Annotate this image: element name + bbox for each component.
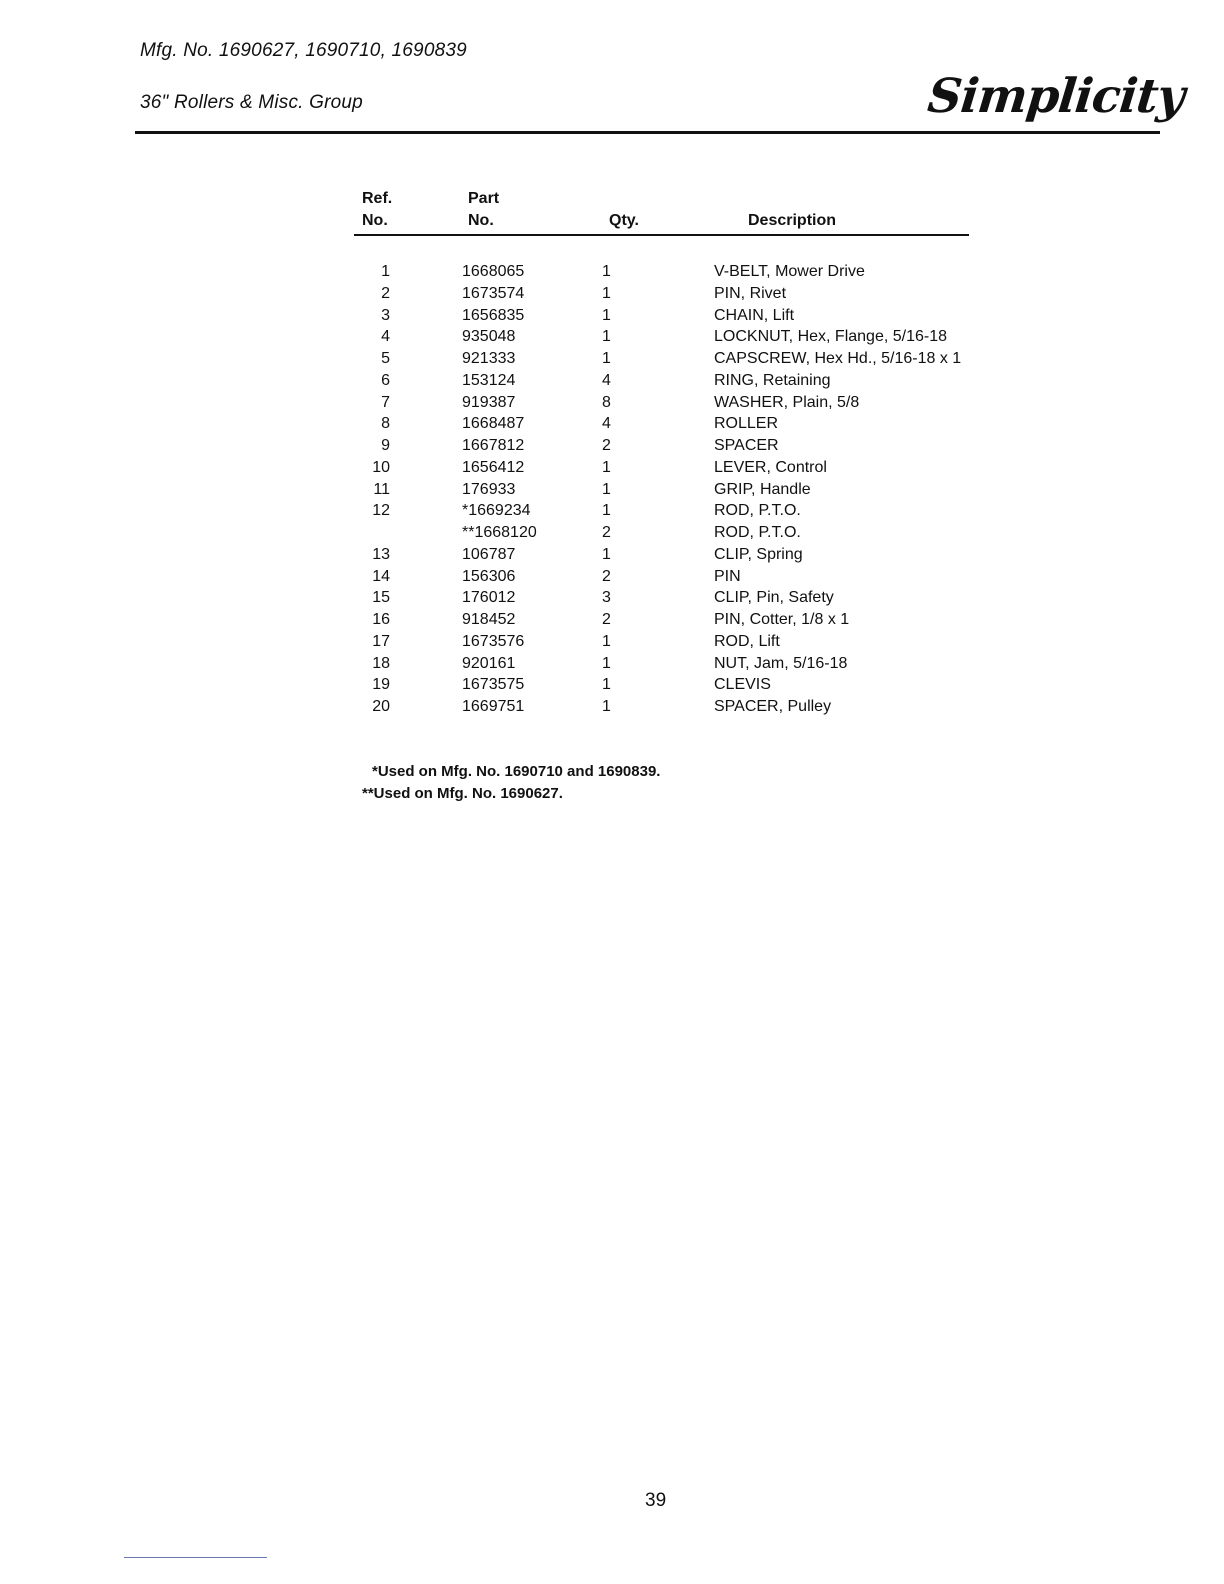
footnote-single-asterisk: *Used on Mfg. No. 1690710 and 1690839. xyxy=(372,763,661,780)
manufacturing-numbers: Mfg. No. 1690627, 1690710, 1690839 xyxy=(140,40,467,61)
column-header-part-no xyxy=(468,188,499,232)
table-row xyxy=(356,261,1024,283)
part-number-cell: 1668487 xyxy=(462,415,525,433)
ref-cell: 14 xyxy=(372,567,390,585)
quantity-cell: 1 xyxy=(602,306,611,324)
description-cell: GRIP, Handle xyxy=(714,480,811,498)
quantity-cell: 1 xyxy=(602,676,611,694)
table-row xyxy=(356,457,1024,479)
spacer-cell xyxy=(390,261,462,283)
quantity-cell: 1 xyxy=(602,698,611,715)
description-cell: SPACER, Pulley xyxy=(714,698,832,715)
spacer-cell xyxy=(390,479,462,501)
page-number: 39 xyxy=(645,1490,667,1511)
table-header-divider xyxy=(354,234,969,236)
spacer-cell xyxy=(390,696,462,718)
description-cell: ROD, P.T.O. xyxy=(714,502,801,520)
quantity-cell: 1 xyxy=(602,545,611,563)
ref-cell: 17 xyxy=(372,632,390,650)
ref-cell: 5 xyxy=(381,350,390,367)
ref-cell: 13 xyxy=(372,545,390,563)
description-cell: CAPSCREW, Hex Hd., 5/16-18 x 1 xyxy=(714,350,962,367)
table-row xyxy=(356,609,1024,631)
ref-cell: 18 xyxy=(372,654,390,672)
spacer-cell xyxy=(390,370,462,392)
ref-cell: 10 xyxy=(372,458,390,476)
part-number-cell: 1673576 xyxy=(462,632,525,650)
table-row xyxy=(356,544,1024,566)
part-number-cell: 1668065 xyxy=(462,263,525,280)
quantity-cell: 1 xyxy=(602,328,611,346)
ref-cell xyxy=(356,522,390,544)
ref-cell: 9 xyxy=(381,437,390,454)
table-row xyxy=(356,326,1024,348)
header-divider xyxy=(135,131,1160,134)
table-row xyxy=(356,413,1024,435)
description-cell: CHAIN, Lift xyxy=(714,306,795,324)
description-cell: ROD, P.T.O. xyxy=(714,524,801,541)
table-row xyxy=(356,435,1024,457)
quantity-cell: 1 xyxy=(602,284,611,302)
part-number-cell: 921333 xyxy=(462,350,516,367)
ref-cell: 4 xyxy=(381,328,390,346)
part-number-cell: *1669234 xyxy=(462,502,531,520)
spacer-cell xyxy=(390,326,462,348)
ref-cell: 3 xyxy=(381,306,390,324)
quantity-cell: 4 xyxy=(602,371,611,389)
column-header-part-top: Part xyxy=(468,190,500,207)
table-row xyxy=(356,348,1024,370)
quantity-cell: 8 xyxy=(602,393,611,411)
spacer-cell xyxy=(390,435,462,457)
table-row xyxy=(356,674,1024,696)
spacer-cell xyxy=(390,522,462,544)
table-row xyxy=(356,522,1024,544)
part-number-cell: **1668120 xyxy=(462,524,537,541)
spacer-cell xyxy=(390,674,462,696)
column-header-ref-no xyxy=(362,188,392,232)
spacer-cell xyxy=(390,587,462,609)
spacer-cell xyxy=(390,653,462,675)
column-header-ref-top: Ref. xyxy=(362,190,393,207)
ref-cell: 19 xyxy=(372,676,390,694)
part-number-cell: 153124 xyxy=(462,371,516,389)
quantity-cell: 2 xyxy=(602,567,611,585)
spacer-cell xyxy=(390,413,462,435)
quantity-cell: 2 xyxy=(602,524,611,541)
footnote-double-asterisk: **Used on Mfg. No. 1690627. xyxy=(362,785,563,802)
ref-cell: 11 xyxy=(373,480,390,498)
quantity-cell: 1 xyxy=(602,480,611,498)
spacer-cell xyxy=(390,631,462,653)
description-cell: ROLLER xyxy=(714,415,779,433)
table-row xyxy=(356,479,1024,501)
part-number-cell: 1673574 xyxy=(462,284,525,302)
table-row xyxy=(356,370,1024,392)
table-row xyxy=(356,587,1024,609)
spacer-cell xyxy=(390,348,462,370)
description-cell: V-BELT, Mower Drive xyxy=(714,263,865,280)
part-number-cell: 1673575 xyxy=(462,676,525,694)
spacer-cell xyxy=(390,544,462,566)
quantity-cell: 2 xyxy=(602,611,611,628)
ref-cell: 7 xyxy=(381,393,390,411)
table-row xyxy=(356,305,1024,327)
quantity-cell: 1 xyxy=(602,654,611,672)
spacer-cell xyxy=(390,305,462,327)
description-cell: CLIP, Pin, Safety xyxy=(714,589,834,607)
ref-cell: 8 xyxy=(381,415,390,433)
ref-cell: 16 xyxy=(372,611,390,628)
quantity-cell: 3 xyxy=(602,589,611,607)
part-number-cell: 920161 xyxy=(462,654,516,672)
part-number-cell: 156306 xyxy=(462,567,516,585)
part-number-cell: 106787 xyxy=(462,545,516,563)
part-number-cell: 919387 xyxy=(462,393,516,411)
ref-cell: 15 xyxy=(372,589,390,607)
table-row xyxy=(356,631,1024,653)
description-cell: PIN, Cotter, 1/8 x 1 xyxy=(714,611,850,628)
column-header-qty: Qty. xyxy=(609,212,639,229)
part-number-cell: 176933 xyxy=(462,480,516,498)
description-cell: WASHER, Plain, 5/8 xyxy=(714,393,860,411)
quantity-cell: 1 xyxy=(602,502,611,520)
ref-cell: 20 xyxy=(372,698,390,715)
table-row xyxy=(356,696,1024,718)
ref-cell: 2 xyxy=(381,284,390,302)
parts-table xyxy=(356,261,1024,718)
spacer-cell xyxy=(390,609,462,631)
description-cell: NUT, Jam, 5/16-18 xyxy=(714,654,848,672)
spacer-cell xyxy=(390,566,462,588)
table-row xyxy=(356,653,1024,675)
part-number-cell: 1656412 xyxy=(462,458,525,476)
column-header-description: Description xyxy=(748,212,837,229)
simplicity-logo: Simplicity xyxy=(925,69,1187,124)
spacer-cell xyxy=(390,500,462,522)
description-cell: ROD, Lift xyxy=(714,632,780,650)
ref-cell: 12 xyxy=(372,502,390,520)
part-number-cell: 1656835 xyxy=(462,306,525,324)
column-header-ref-bottom: No. xyxy=(362,212,388,229)
table-row xyxy=(356,500,1024,522)
description-cell: PIN, Rivet xyxy=(714,284,787,302)
column-header-part-bottom: No. xyxy=(468,212,494,229)
quantity-cell: 2 xyxy=(602,437,611,454)
description-cell: LEVER, Control xyxy=(714,458,827,476)
part-number-cell: 1669751 xyxy=(462,698,525,715)
table-row xyxy=(356,392,1024,414)
description-cell: CLEVIS xyxy=(714,676,771,694)
description-cell: LOCKNUT, Hex, Flange, 5/16-18 xyxy=(714,328,947,346)
description-cell: RING, Retaining xyxy=(714,371,831,389)
description-cell: CLIP, Spring xyxy=(714,545,803,563)
ref-cell: 1 xyxy=(381,263,390,280)
quantity-cell: 1 xyxy=(602,632,611,650)
parts-table-body xyxy=(356,261,1024,718)
description-cell: SPACER xyxy=(714,437,779,454)
quantity-cell: 4 xyxy=(602,415,611,433)
part-number-cell: 918452 xyxy=(462,611,516,628)
description-cell: PIN xyxy=(714,567,741,585)
table-row xyxy=(356,283,1024,305)
ref-cell: 6 xyxy=(381,371,390,389)
spacer-cell xyxy=(390,283,462,305)
spacer-cell xyxy=(390,392,462,414)
spacer-cell xyxy=(390,457,462,479)
part-number-cell: 1667812 xyxy=(462,437,525,454)
part-number-cell: 935048 xyxy=(462,328,516,346)
quantity-cell: 1 xyxy=(602,263,611,280)
quantity-cell: 1 xyxy=(602,458,611,476)
quantity-cell: 1 xyxy=(602,350,611,367)
part-number-cell: 176012 xyxy=(462,589,516,607)
table-row xyxy=(356,566,1024,588)
group-title: 36" Rollers & Misc. Group xyxy=(140,92,363,113)
footer-rule xyxy=(124,1557,267,1558)
